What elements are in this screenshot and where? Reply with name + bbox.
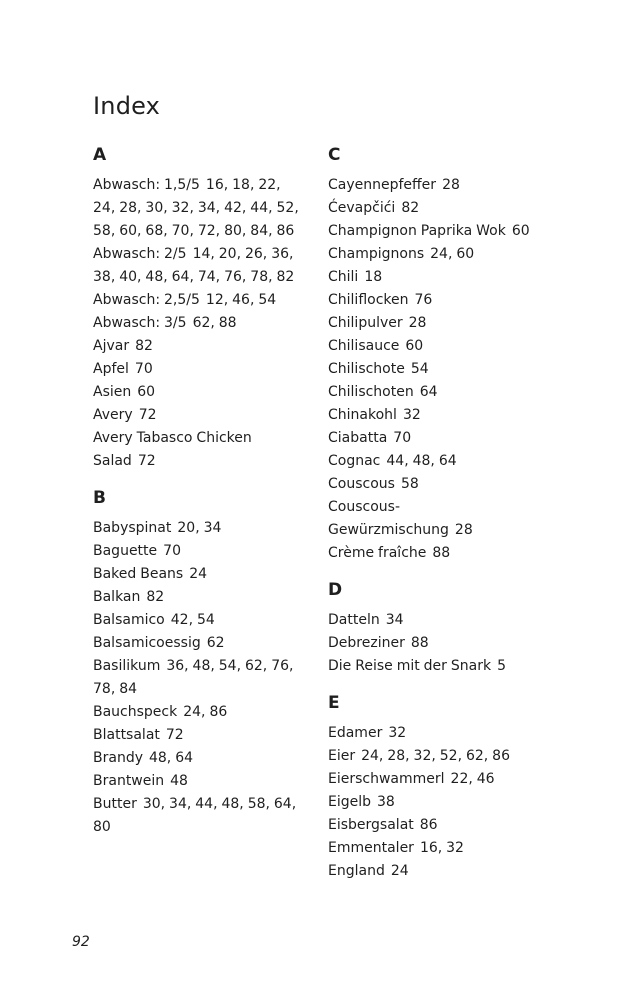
entry-pages: 14, 20, 26, 36, 38, 40, 48, 64, 74, 76, 78, 82 [93, 246, 295, 285]
entry-term: Ćevapčići [328, 200, 396, 216]
index-entry [328, 609, 540, 632]
entry-term: Ajvar [93, 338, 130, 354]
index-entry [93, 586, 305, 609]
index-entry [328, 312, 540, 335]
page-number: 92 [72, 934, 90, 950]
entry-pages: 76 [414, 292, 433, 308]
entry-pages: 24, 28, 32, 52, 62, 86 [361, 748, 510, 764]
entry-pages: 32 [402, 407, 421, 423]
index-entry [328, 837, 540, 860]
entry-term: Debreziner [328, 635, 405, 651]
entry-pages: 64 [419, 384, 438, 400]
entry-pages: 48, 64 [148, 750, 194, 766]
entry-term: Bauchspeck [93, 704, 178, 720]
entry-pages: 70 [163, 543, 181, 559]
index-entry [93, 381, 305, 404]
entry-term: Abwasch: 3/5 [93, 315, 187, 331]
entry-term: Abwasch: 2,5/5 [93, 292, 200, 308]
entry-pages: 44, 48, 64 [386, 453, 457, 469]
entry-pages: 24, 86 [183, 704, 228, 720]
entry-term: Crème fraîche [328, 545, 427, 561]
index-entry [328, 768, 540, 791]
index-entry [93, 701, 305, 724]
entry-pages: 62 [206, 635, 225, 651]
entry-term: Couscous [328, 476, 395, 492]
index-entry [328, 174, 540, 197]
section-letter: A [93, 145, 107, 165]
entry-pages: 60 [137, 384, 156, 400]
entry-term: Basilikum [93, 658, 161, 674]
entry-term: Eisbergsalat [328, 817, 414, 833]
entry-term: Champignons [328, 246, 425, 262]
entry-term: Baguette [93, 543, 158, 559]
entry-pages: 34 [385, 612, 404, 628]
entry-pages: 86 [419, 817, 438, 833]
index-entry [93, 174, 305, 243]
index-section-d [328, 575, 548, 678]
entry-pages: 62, 88 [192, 315, 237, 331]
entry-pages: 82 [401, 200, 420, 216]
entry-pages: 32 [388, 725, 407, 741]
index-entry [328, 335, 540, 358]
entry-term: Babyspinat [93, 520, 172, 536]
entry-term: Apfel [93, 361, 129, 377]
index-section-b [93, 483, 313, 839]
index-entry [93, 793, 305, 839]
entry-term: Avery Tabasco Chicken Salad [93, 430, 252, 469]
entry-pages: 28 [408, 315, 427, 331]
entry-term: Chili [328, 269, 359, 285]
entry-pages: 58 [400, 476, 419, 492]
entry-term: Baked Beans [93, 566, 184, 582]
entry-term: Chilipulver [328, 315, 403, 331]
entry-pages: 60 [511, 223, 530, 239]
entry-pages: 48 [170, 773, 188, 789]
entry-pages: 70 [134, 361, 153, 377]
index-entry [328, 632, 540, 655]
entry-term: Balsamico [93, 612, 165, 628]
index-entry [328, 197, 540, 220]
section-letter: C [328, 145, 341, 165]
entry-pages: 20, 34 [177, 520, 222, 536]
entry-pages: 30, 34, 44, 48, 58, 64, 80 [93, 796, 297, 835]
index-entry [328, 814, 540, 837]
entry-pages: 18 [364, 269, 383, 285]
entry-term: Blattsalat [93, 727, 160, 743]
entry-term: Balkan [93, 589, 141, 605]
entry-pages: 5 [497, 658, 506, 674]
entry-term: Cayennepfeffer [328, 177, 437, 193]
index-entry [328, 243, 540, 266]
entry-pages: 24 [390, 863, 409, 879]
entry-term: Die Reise mit der Snark [328, 658, 492, 674]
entry-pages: 88 [410, 635, 429, 651]
entry-term: Eier [328, 748, 356, 764]
entry-term: Abwasch: 2/5 [93, 246, 187, 262]
entry-pages: 36, 48, 54, 62, 76, 78, 84 [93, 658, 294, 697]
index-entry [93, 335, 305, 358]
index-entry [93, 427, 305, 473]
index-entry-list [93, 517, 313, 839]
index-entry [328, 289, 540, 312]
entry-term: Ciabatta [328, 430, 388, 446]
entry-term: Emmentaler [328, 840, 414, 856]
section-letter: B [93, 488, 106, 508]
index-entry [328, 496, 540, 542]
entry-pages: 12, 46, 54 [205, 292, 277, 308]
entry-pages: 82 [146, 589, 165, 605]
index-entry-list [93, 174, 313, 473]
index-entry [93, 517, 305, 540]
entry-pages: 72 [138, 407, 157, 423]
index-entry [93, 655, 305, 701]
entry-pages: 22, 46 [450, 771, 495, 787]
index-entry [93, 540, 305, 563]
index-column-left [93, 140, 313, 839]
index-entry [328, 404, 540, 427]
entry-term: Chilisauce [328, 338, 400, 354]
entry-term: Chilischoten [328, 384, 414, 400]
section-letter: E [328, 693, 340, 713]
index-entry-list [328, 609, 548, 678]
entry-term: Butter [93, 796, 137, 812]
entry-term: Datteln [328, 612, 380, 628]
entry-pages: 54 [410, 361, 429, 377]
index-entry [93, 632, 305, 655]
index-entry [93, 358, 305, 381]
entry-term: Chiliflocken [328, 292, 409, 308]
index-entry [93, 243, 305, 289]
entry-pages: 16, 32 [419, 840, 464, 856]
entry-pages: 70 [393, 430, 412, 446]
index-entry [93, 289, 305, 312]
entry-term: Abwasch: 1,5/5 [93, 177, 200, 193]
entry-term: Avery [93, 407, 133, 423]
entry-pages: 38 [377, 794, 395, 810]
entry-term: Couscous-Gewürzmischung [328, 499, 449, 538]
index-entry [93, 747, 305, 770]
index-entry [328, 450, 540, 473]
entry-term: Brandy [93, 750, 143, 766]
index-entry [328, 655, 540, 678]
index-entry-list [328, 174, 548, 565]
entry-pages: 24, 60 [430, 246, 475, 262]
index-entry [328, 358, 540, 381]
index-entry [93, 563, 305, 586]
index-entry [93, 609, 305, 632]
entry-term: Edamer [328, 725, 383, 741]
entry-term: Chilischote [328, 361, 405, 377]
index-entry-list [328, 722, 548, 883]
entry-term: Cognac [328, 453, 381, 469]
entry-term: Balsamicoessig [93, 635, 201, 651]
index-entry [93, 770, 305, 793]
index-entry [328, 381, 540, 404]
entry-pages: 28 [442, 177, 460, 193]
entry-pages: 88 [432, 545, 451, 561]
entry-pages: 72 [137, 453, 156, 469]
entry-term: Asien [93, 384, 132, 400]
index-column-right [328, 140, 548, 883]
entry-pages: 72 [165, 727, 184, 743]
entry-term: Eierschwammerl [328, 771, 445, 787]
index-section-e [328, 688, 548, 883]
entry-pages: 16, 18, 22, 24, 28, 30, 32, 34, 42, 44, 52, 58, 60, 68, 70, 72, 80, 84, 86 [93, 177, 299, 239]
index-entry [328, 473, 540, 496]
index-entry [328, 791, 540, 814]
section-letter: D [328, 580, 343, 600]
index-entry [328, 266, 540, 289]
entry-pages: 28 [454, 522, 473, 538]
entry-term: Chinakohl [328, 407, 397, 423]
entry-pages: 82 [135, 338, 153, 354]
index-entry [328, 542, 540, 565]
index-entry [93, 312, 305, 335]
entry-pages: 42, 54 [170, 612, 215, 628]
index-entry [328, 427, 540, 450]
entry-term: Brantwein [93, 773, 165, 789]
entry-pages: 24 [189, 566, 208, 582]
entry-term: England [328, 863, 385, 879]
entry-pages: 60 [405, 338, 424, 354]
entry-term: Eigelb [328, 794, 372, 810]
index-entry [93, 404, 305, 427]
index-entry [328, 722, 540, 745]
entry-term: Champignon Paprika Wok [328, 223, 506, 239]
index-entry [328, 745, 540, 768]
page-title: Index [93, 92, 161, 120]
index-entry [328, 860, 540, 883]
index-section-c [328, 140, 548, 565]
index-entry [328, 220, 540, 243]
index-entry [93, 724, 305, 747]
index-section-a [93, 140, 313, 473]
